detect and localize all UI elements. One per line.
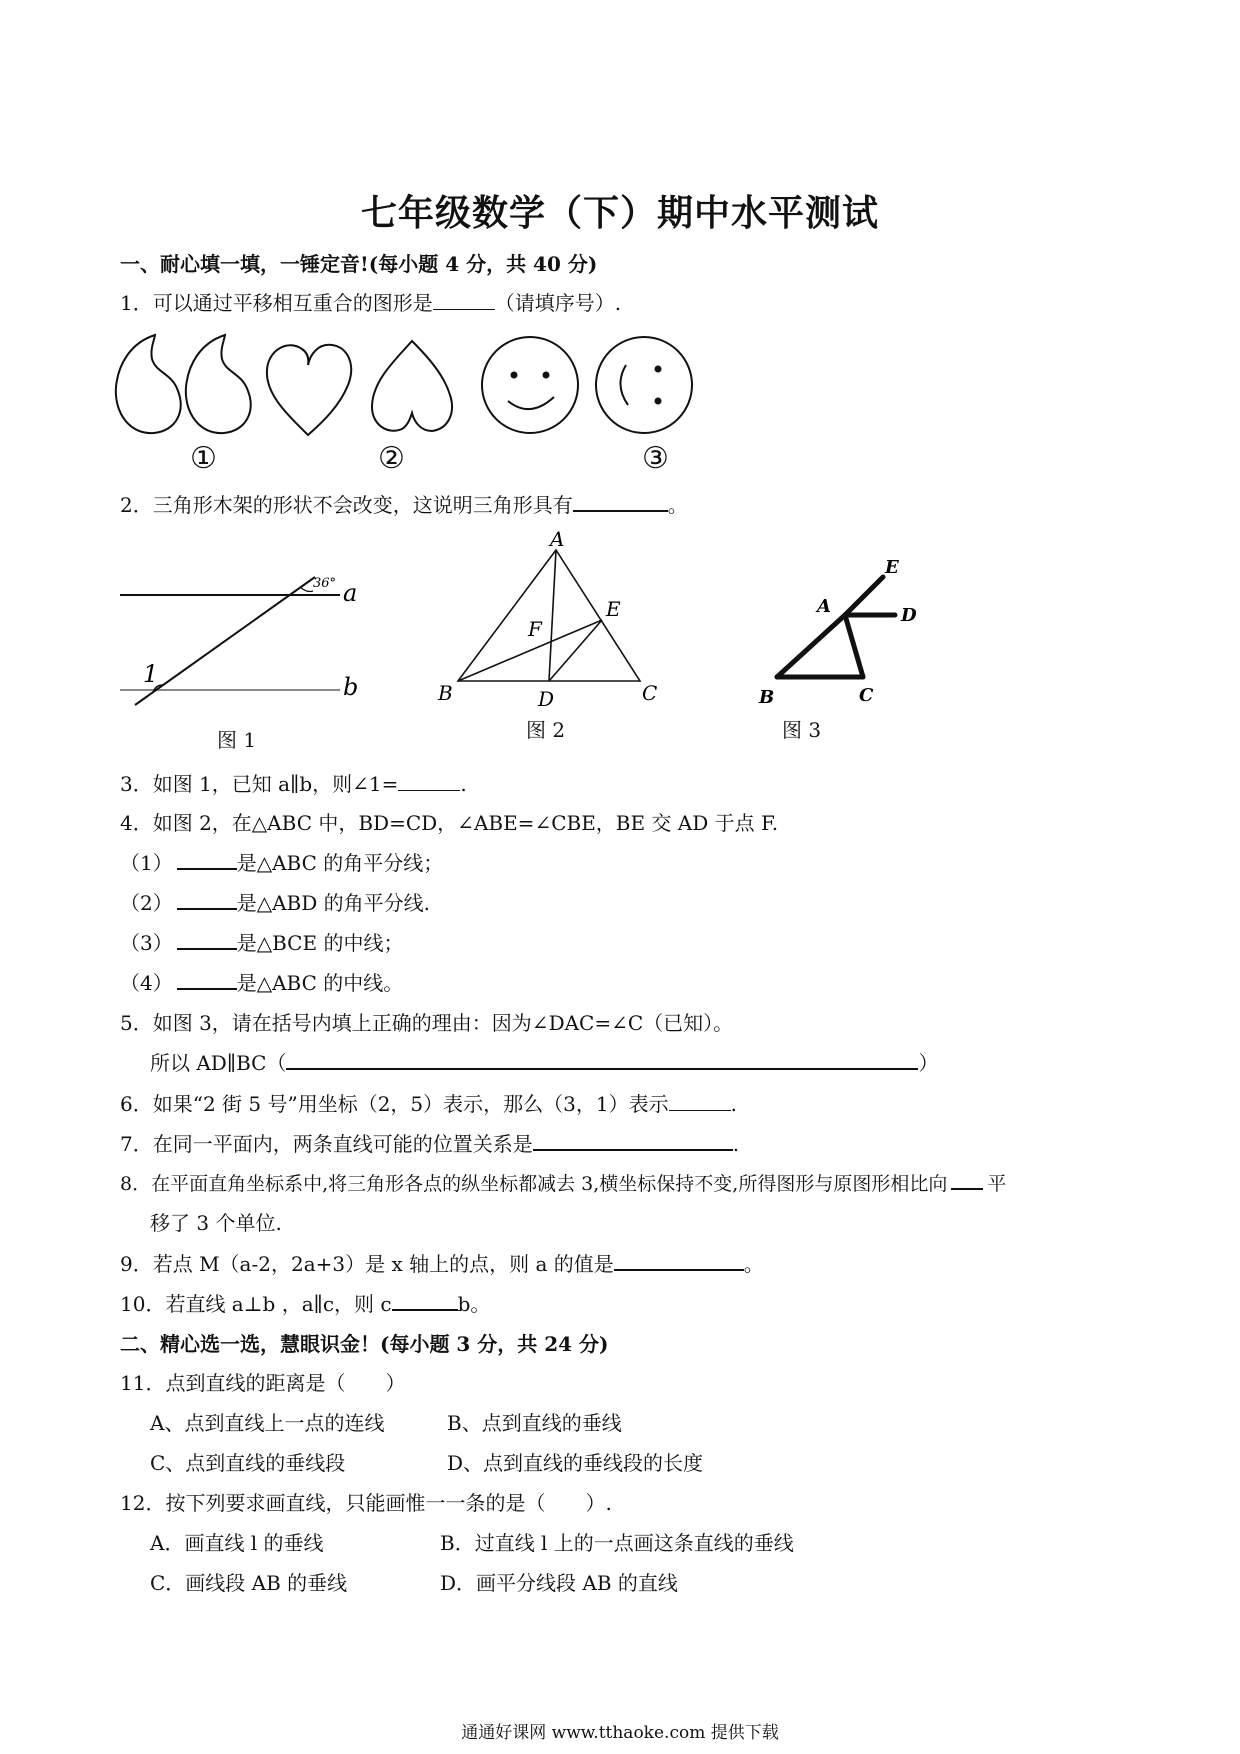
q4-item-4-num: （4） (120, 971, 173, 995)
q1-label-2: ② (378, 441, 405, 476)
q12-option-c: C．画线段 AB 的垂线 (150, 1571, 348, 1595)
fig2-label-B: B (438, 681, 453, 705)
q10-text: 10．若直线 a⊥b ，a∥c，则 c (120, 1292, 392, 1316)
fig3-label-D: D (901, 605, 917, 626)
fig3-caption: 图 3 (782, 718, 822, 742)
q5-stem: 5．如图 3，请在括号内填上正确的理由：因为∠DAC=∠C（已知）。 (120, 1011, 734, 1035)
q2-blank (573, 492, 668, 512)
q3-text: 3．如图 1，已知 a∥b，则∠1= (120, 772, 399, 796)
q4-item-2-blank (177, 890, 237, 910)
q4-item-3 (120, 929, 403, 957)
q2-text-end: 。 (667, 493, 688, 517)
q3-blank (398, 772, 460, 791)
figure-3 (755, 555, 955, 715)
q11-option-b: B、点到直线的垂线 (447, 1411, 622, 1435)
fig1-label-b: b (343, 673, 359, 701)
q7 (120, 1130, 739, 1158)
q4-item-1-blank (177, 850, 237, 870)
q4-item-2-num: （2） (120, 891, 173, 915)
q11-option-a: A、点到直线上一点的连线 (150, 1411, 385, 1435)
footer-text: 通通好课网 www.tthaoke.com 提供下载 (461, 1723, 779, 1743)
section1-heading: 一、耐心填一填，一锤定音!(每小题 4 分，共 40 分) (120, 252, 598, 276)
q1-label-1: ① (190, 441, 217, 476)
figure-2 (428, 528, 668, 708)
q2-text: 2．三角形木架的形状不会改变，这说明三角形具有 (120, 493, 573, 517)
q6-text-end: . (730, 1092, 737, 1116)
q8-line2: 移了 3 个单位. (150, 1211, 282, 1235)
q3-text-end: . (460, 772, 467, 796)
q4-item-1-num: （1） (120, 851, 173, 875)
q11-option-c: C、点到直线的垂线段 (150, 1451, 346, 1475)
q11-option-d: D、点到直线的垂线段的长度 (447, 1451, 704, 1475)
q4-item-4 (120, 969, 403, 997)
q7-text: 7．在同一平面内，两条直线可能的位置关系是 (120, 1132, 533, 1156)
face-shape-2 (596, 337, 692, 433)
q4-item-4-text: 是△ABC 的中线。 (236, 971, 404, 995)
section2-heading: 二、精心选一选，慧眼识金！(每小题 3 分，共 24 分) (120, 1332, 609, 1356)
fig2-label-C: C (642, 681, 658, 705)
q12-option-d: D．画平分线段 AB 的直线 (440, 1571, 678, 1595)
q1-blank (433, 291, 495, 310)
q1-label-3: ③ (642, 441, 669, 476)
fig3-label-A: A (817, 596, 831, 617)
q1-text: 1．可以通过平移相互重合的图形是 (120, 291, 433, 315)
q4-item-3-blank (177, 930, 237, 950)
q10-text-end: b。 (457, 1292, 491, 1316)
q8-text: 8．在平面直角坐标系中,将三角形各点的纵坐标都减去 3,横坐标保持不变,所得图形与原图形相比向 (120, 1173, 948, 1195)
q8-blank (951, 1170, 983, 1190)
q12-stem: 12．按下列要求画直线，只能画惟一一条的是（ ）. (120, 1491, 612, 1515)
fig2-label-F: F (528, 617, 542, 641)
fig3-label-E: E (885, 557, 899, 578)
fig1-label-1: 1 (143, 660, 159, 688)
q11-stem: 11．点到直线的距离是（ ） (120, 1371, 406, 1395)
q8-text-end: 平 (987, 1173, 1007, 1195)
q4-item-4-blank (177, 970, 237, 990)
q1-shapes-figure (110, 325, 790, 445)
q10-blank (392, 1291, 458, 1311)
q5-line2-text: 所以 AD∥BC（ (150, 1051, 287, 1075)
fig2-caption: 图 2 (526, 718, 566, 742)
q1-text-end: （请填序号）. (494, 291, 622, 315)
q12-option-a: A．画直线 l 的垂线 (150, 1531, 324, 1555)
q9 (120, 1250, 764, 1278)
q9-text-end: 。 (743, 1252, 764, 1276)
q8 (120, 1170, 1006, 1198)
q4-stem: 4．如图 2，在△ABC 中，BD=CD，∠ABE=∠CBE，BE 交 AD 于点 F. (120, 811, 779, 835)
fig2-label-D: D (538, 687, 555, 708)
q10 (120, 1290, 490, 1318)
q7-text-end: . (732, 1132, 740, 1156)
q2 (120, 491, 688, 519)
q4-item-1 (120, 849, 443, 877)
drop-shape-1 (116, 335, 181, 433)
q12-option-b: B．过直线 l 上的一点画这条直线的垂线 (440, 1531, 794, 1555)
q4-item-2-text: 是△ABD 的角平分线. (236, 891, 431, 915)
q9-text: 9．若点 M（a-2，2a+3）是 x 轴上的点，则 a 的值是 (120, 1252, 614, 1276)
q3 (120, 770, 467, 798)
q6 (120, 1090, 737, 1118)
q4-item-1-text: 是△ABC 的角平分线； (236, 851, 444, 875)
q5-blank (286, 1050, 918, 1070)
fig3-label-B: B (759, 687, 775, 708)
q4-item-3-num: （3） (120, 931, 173, 955)
q6-blank (669, 1092, 731, 1111)
q7-blank (533, 1131, 733, 1151)
face-shape-1 (482, 337, 578, 433)
q4-item-2 (120, 889, 430, 917)
fig3-label-C: C (859, 685, 874, 706)
q1 (120, 289, 621, 317)
q5-line2-end: ） (918, 1051, 939, 1075)
fig2-label-E: E (606, 597, 621, 621)
q6-text: 6．如果“2 街 5 号”用坐标（2，5）表示，那么（3，1）表示 (120, 1092, 669, 1116)
q5-line2 (150, 1049, 938, 1077)
page-title: 七年级数学（下）期中水平测试 (360, 193, 879, 234)
figure-1 (115, 565, 385, 725)
q9-blank (614, 1251, 744, 1271)
drop-shape-2 (186, 335, 251, 433)
heart-shape-2 (372, 341, 452, 431)
q4-item-3-text: 是△BCE 的中线； (236, 931, 404, 955)
fig1-angle-label: 36° (313, 576, 337, 591)
fig2-label-A: A (550, 528, 565, 551)
fig1-label-a: a (343, 579, 358, 607)
heart-shape-1 (267, 345, 351, 435)
fig1-caption: 图 1 (217, 728, 257, 752)
